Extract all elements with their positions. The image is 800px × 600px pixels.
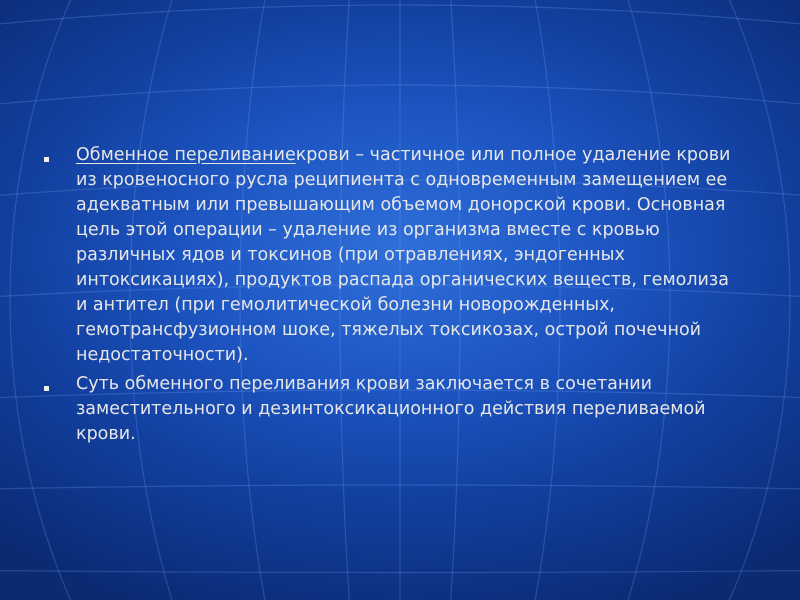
bullet-item-essence (44, 372, 744, 447)
square-bullet-icon (44, 386, 49, 391)
bullet-item-exchange-transfusion (44, 143, 744, 368)
slide-body (44, 143, 744, 451)
bullet-text: Суть обменного переливания крови заключается в сочетании заместительного и дезинтоксикационного действия переливаемой крови. (76, 374, 706, 444)
square-bullet-icon (44, 157, 49, 162)
term-exchange-transfusion: Обменное переливание (76, 145, 296, 165)
bullet-text: крови – частичное или полное удаление крови из кровеносного русла реципиента с одновременным замещением ее адекватным или превышающим объемом донорской крови. Основная цель этой операции – удаление из организма вместе с кровью различных ядов и токсинов (при отравлениях, эндогенных интоксикациях), продуктов распада органических веществ, гемолиза и антител (при гемолитической болезни новорожденных, гемотрансфузионном шоке, тяжелых токсикозах, острой почечной недостаточности). (76, 145, 731, 365)
